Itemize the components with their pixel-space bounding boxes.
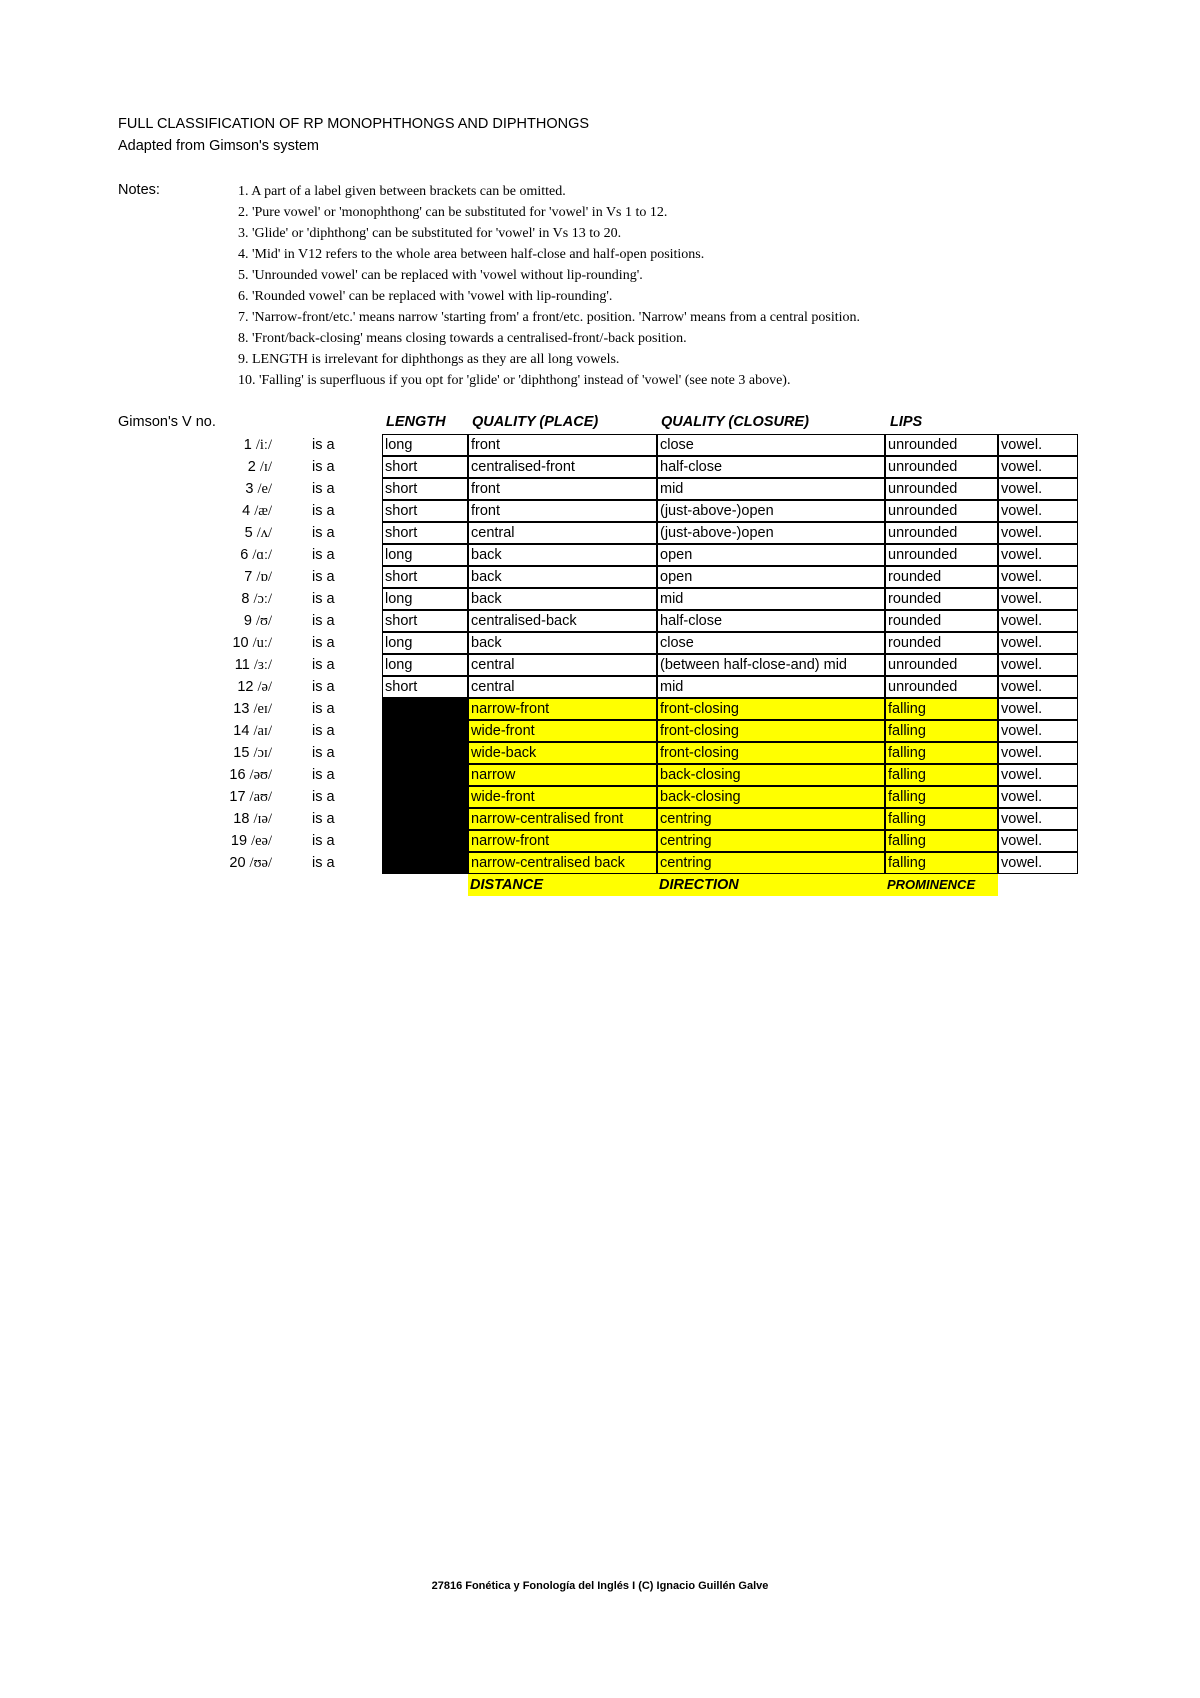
is-a-text: is a bbox=[312, 701, 335, 717]
table-row bbox=[118, 456, 1078, 478]
length-cell bbox=[382, 830, 468, 852]
notes-label: Notes: bbox=[118, 182, 160, 198]
length-cell: long bbox=[382, 654, 468, 676]
vowel-number bbox=[118, 522, 272, 544]
table-row bbox=[118, 478, 1078, 500]
table-row bbox=[118, 676, 1078, 698]
vowel-cell: vowel. bbox=[998, 852, 1078, 874]
length-cell bbox=[382, 764, 468, 786]
vowel-number bbox=[118, 610, 272, 632]
lips-cell: falling bbox=[885, 852, 998, 874]
quality-closure-cell: front-closing bbox=[657, 698, 885, 720]
is-a-text: is a bbox=[312, 569, 335, 585]
length-cell: long bbox=[382, 544, 468, 566]
length-cell: short bbox=[382, 566, 468, 588]
table-row bbox=[118, 566, 1078, 588]
note-item: 10. 'Falling' is superfluous if you opt for 'glide' or 'diphthong' instead of 'vowel' (see note 3 above). bbox=[238, 373, 791, 388]
footer-header-prominence: PROMINENCE bbox=[885, 874, 998, 896]
vowel-number bbox=[118, 654, 272, 676]
lips-cell: falling bbox=[885, 808, 998, 830]
table-row bbox=[118, 720, 1078, 742]
notes-list bbox=[238, 181, 860, 391]
table-row bbox=[118, 434, 1078, 456]
table-row bbox=[118, 588, 1078, 610]
is-a-text: is a bbox=[312, 789, 335, 805]
lips-cell: falling bbox=[885, 830, 998, 852]
quality-place-cell: narrow bbox=[468, 764, 657, 786]
document-title: FULL CLASSIFICATION OF RP MONOPHTHONGS AND DIPHTHONGS bbox=[118, 116, 590, 132]
is-a-text: is a bbox=[312, 613, 335, 629]
vowel-number bbox=[118, 478, 272, 500]
quality-closure-cell: mid bbox=[657, 478, 885, 500]
quality-place-cell: central bbox=[468, 676, 657, 698]
vowel-index: 19 bbox=[230, 833, 248, 849]
lips-cell: rounded bbox=[885, 610, 998, 632]
vowel-symbol: /ɔː/ bbox=[253, 591, 272, 607]
note-item: 5. 'Unrounded vowel' can be replaced with 'vowel without lip-rounding'. bbox=[238, 268, 643, 283]
quality-place-cell: wide-front bbox=[468, 786, 657, 808]
note-item: 9. LENGTH is irrelevant for diphthongs as they are all long vowels. bbox=[238, 352, 620, 367]
vowel-index: 9 bbox=[243, 613, 252, 629]
is-a-text: is a bbox=[312, 459, 335, 475]
vowel-number bbox=[118, 500, 272, 522]
vowel-index: 14 bbox=[233, 723, 250, 739]
note-item: 3. 'Glide' or 'diphthong' can be substituted for 'vowel' in Vs 13 to 20. bbox=[238, 226, 622, 241]
header-lips: LIPS bbox=[890, 414, 923, 430]
quality-place-cell: back bbox=[468, 632, 657, 654]
is-a-text: is a bbox=[312, 547, 335, 563]
vowel-cell: vowel. bbox=[998, 808, 1078, 830]
vowel-index: 2 bbox=[247, 459, 256, 475]
lips-cell: rounded bbox=[885, 632, 998, 654]
vowel-index: 17 bbox=[229, 789, 246, 805]
note-item: 7. 'Narrow-front/etc.' means narrow 'starting from' a front/etc. position. 'Narrow' means from a central position. bbox=[238, 310, 861, 325]
vowel-cell: vowel. bbox=[998, 434, 1078, 456]
vowel-cell: vowel. bbox=[998, 456, 1078, 478]
vowel-symbol: /ɒ/ bbox=[256, 569, 272, 585]
is-a-text: is a bbox=[312, 481, 335, 497]
vowel-symbol: /uː/ bbox=[252, 635, 272, 651]
header-quality-closure: QUALITY (CLOSURE) bbox=[661, 414, 809, 430]
vowel-number bbox=[118, 632, 272, 654]
vowel-number bbox=[118, 764, 272, 786]
length-cell: short bbox=[382, 676, 468, 698]
length-cell: short bbox=[382, 478, 468, 500]
vowel-symbol: /iː/ bbox=[255, 437, 272, 453]
table-row bbox=[118, 632, 1078, 654]
vowel-number bbox=[118, 676, 272, 698]
quality-place-cell: centralised-back bbox=[468, 610, 657, 632]
vowel-index: 12 bbox=[237, 679, 254, 695]
table-row bbox=[118, 610, 1078, 632]
lips-cell: rounded bbox=[885, 588, 998, 610]
quality-place-cell: central bbox=[468, 522, 657, 544]
length-cell: short bbox=[382, 610, 468, 632]
vowel-symbol: /eɪ/ bbox=[253, 701, 272, 717]
length-cell: short bbox=[382, 522, 468, 544]
vowel-index: 6 bbox=[240, 547, 249, 563]
quality-place-cell: front bbox=[468, 434, 657, 456]
vowel-symbol: /aʊ/ bbox=[249, 789, 272, 805]
vowel-symbol: /eə/ bbox=[251, 833, 272, 849]
is-a-text: is a bbox=[312, 745, 335, 761]
vowel-number bbox=[118, 742, 272, 764]
quality-closure-cell: open bbox=[657, 544, 885, 566]
lips-cell: unrounded bbox=[885, 522, 998, 544]
quality-place-cell: narrow-front bbox=[468, 830, 657, 852]
footer-header-distance: DISTANCE bbox=[468, 874, 657, 896]
is-a-text: is a bbox=[312, 503, 335, 519]
quality-closure-cell: back-closing bbox=[657, 764, 885, 786]
quality-place-cell: narrow-centralised front bbox=[468, 808, 657, 830]
header-quality-place: QUALITY (PLACE) bbox=[472, 414, 599, 430]
vowel-number bbox=[118, 720, 272, 742]
document-subtitle: Adapted from Gimson's system bbox=[118, 138, 320, 154]
vowel-symbol: /ə/ bbox=[257, 679, 272, 695]
vowel-index: 3 bbox=[245, 481, 254, 497]
quality-place-cell: central bbox=[468, 654, 657, 676]
vowel-index: 10 bbox=[232, 635, 249, 651]
vowel-cell: vowel. bbox=[998, 500, 1078, 522]
note-item: 8. 'Front/back-closing' means closing towards a centralised-front/-back position. bbox=[238, 331, 687, 346]
table-row bbox=[118, 654, 1078, 676]
vowel-cell: vowel. bbox=[998, 544, 1078, 566]
vowel-index: 20 bbox=[229, 855, 246, 871]
is-a-text: is a bbox=[312, 811, 335, 827]
vowel-index: 15 bbox=[233, 745, 250, 761]
quality-place-cell: wide-back bbox=[468, 742, 657, 764]
header-length: LENGTH bbox=[386, 414, 446, 430]
table-row bbox=[118, 764, 1078, 786]
quality-closure-cell: mid bbox=[657, 676, 885, 698]
vowel-cell: vowel. bbox=[998, 720, 1078, 742]
vowel-cell: vowel. bbox=[998, 610, 1078, 632]
is-a-text: is a bbox=[312, 679, 335, 695]
length-cell: long bbox=[382, 434, 468, 456]
table-row bbox=[118, 786, 1078, 808]
vowel-symbol: /ʊ/ bbox=[255, 613, 272, 629]
lips-cell: unrounded bbox=[885, 456, 998, 478]
vowel-cell: vowel. bbox=[998, 522, 1078, 544]
vowel-cell: vowel. bbox=[998, 588, 1078, 610]
quality-closure-cell: (just-above-)open bbox=[657, 500, 885, 522]
vowel-number bbox=[118, 566, 272, 588]
is-a-text: is a bbox=[312, 525, 335, 541]
is-a-text: is a bbox=[312, 591, 335, 607]
is-a-text: is a bbox=[312, 833, 335, 849]
length-cell: long bbox=[382, 588, 468, 610]
vowel-index: 5 bbox=[244, 525, 253, 541]
quality-place-cell: wide-front bbox=[468, 720, 657, 742]
is-a-text: is a bbox=[312, 767, 335, 783]
is-a-text: is a bbox=[312, 657, 335, 673]
note-item: 1. A part of a label given between brackets can be omitted. bbox=[238, 184, 566, 199]
is-a-text: is a bbox=[312, 635, 335, 651]
quality-closure-cell: (between half-close-and) mid bbox=[657, 654, 885, 676]
length-cell bbox=[382, 742, 468, 764]
lips-cell: unrounded bbox=[885, 676, 998, 698]
note-item: 4. 'Mid' in V12 refers to the whole area between half-close and half-open positions. bbox=[238, 247, 705, 262]
is-a-text: is a bbox=[312, 437, 335, 453]
quality-place-cell: front bbox=[468, 478, 657, 500]
vowel-symbol: /æ/ bbox=[254, 503, 272, 519]
table-row bbox=[118, 808, 1078, 830]
quality-place-cell: front bbox=[468, 500, 657, 522]
vowel-number bbox=[118, 544, 272, 566]
table-row bbox=[118, 698, 1078, 720]
lips-cell: falling bbox=[885, 742, 998, 764]
quality-place-cell: back bbox=[468, 588, 657, 610]
vowel-index: 18 bbox=[233, 811, 250, 827]
length-cell bbox=[382, 720, 468, 742]
lips-cell: falling bbox=[885, 698, 998, 720]
quality-closure-cell: open bbox=[657, 566, 885, 588]
vowel-cell: vowel. bbox=[998, 632, 1078, 654]
quality-closure-cell: close bbox=[657, 632, 885, 654]
vowel-cell: vowel. bbox=[998, 764, 1078, 786]
note-item: 6. 'Rounded vowel' can be replaced with 'vowel with lip-rounding'. bbox=[238, 289, 613, 304]
quality-place-cell: centralised-front bbox=[468, 456, 657, 478]
length-cell bbox=[382, 786, 468, 808]
quality-closure-cell: half-close bbox=[657, 610, 885, 632]
table-row bbox=[118, 830, 1078, 852]
vowel-number bbox=[118, 588, 272, 610]
quality-closure-cell: front-closing bbox=[657, 742, 885, 764]
vowel-symbol: /e/ bbox=[257, 481, 272, 497]
quality-closure-cell: half-close bbox=[657, 456, 885, 478]
vowel-number bbox=[118, 434, 272, 456]
length-cell: long bbox=[382, 632, 468, 654]
vowel-index: 7 bbox=[244, 569, 253, 585]
quality-place-cell: narrow-centralised back bbox=[468, 852, 657, 874]
vowel-symbol: /ɪə/ bbox=[253, 811, 272, 827]
quality-closure-cell: centring bbox=[657, 830, 885, 852]
vowel-symbol: /ɪ/ bbox=[259, 459, 272, 475]
lips-cell: unrounded bbox=[885, 478, 998, 500]
table-row bbox=[118, 522, 1078, 544]
vowel-cell: vowel. bbox=[998, 830, 1078, 852]
lips-cell: falling bbox=[885, 764, 998, 786]
length-cell bbox=[382, 698, 468, 720]
vowel-cell: vowel. bbox=[998, 676, 1078, 698]
vowel-symbol: /ɜː/ bbox=[253, 657, 272, 673]
lips-cell: unrounded bbox=[885, 434, 998, 456]
length-cell: short bbox=[382, 500, 468, 522]
lips-cell: unrounded bbox=[885, 544, 998, 566]
vowel-index: 16 bbox=[229, 767, 246, 783]
is-a-text: is a bbox=[312, 723, 335, 739]
length-cell: short bbox=[382, 456, 468, 478]
quality-closure-cell: (just-above-)open bbox=[657, 522, 885, 544]
lips-cell: unrounded bbox=[885, 654, 998, 676]
vowel-number-label: Gimson's V no. bbox=[118, 414, 216, 430]
vowel-symbol: /aɪ/ bbox=[253, 723, 272, 739]
note-item: 2. 'Pure vowel' or 'monophthong' can be substituted for 'vowel' in Vs 1 to 12. bbox=[238, 205, 668, 220]
table-row bbox=[118, 500, 1078, 522]
vowel-index: 4 bbox=[242, 503, 251, 519]
vowel-number bbox=[118, 456, 272, 478]
vowel-index: 13 bbox=[233, 701, 250, 717]
vowel-cell: vowel. bbox=[998, 478, 1078, 500]
vowel-index: 8 bbox=[241, 591, 250, 607]
quality-closure-cell: mid bbox=[657, 588, 885, 610]
vowel-cell: vowel. bbox=[998, 786, 1078, 808]
vowel-symbol: /ʊə/ bbox=[249, 855, 272, 871]
vowel-cell: vowel. bbox=[998, 566, 1078, 588]
vowel-number bbox=[118, 698, 272, 720]
lips-cell: unrounded bbox=[885, 500, 998, 522]
vowel-symbol: /ʌ/ bbox=[256, 525, 272, 541]
quality-place-cell: back bbox=[468, 544, 657, 566]
quality-closure-cell: close bbox=[657, 434, 885, 456]
vowel-cell: vowel. bbox=[998, 654, 1078, 676]
quality-place-cell: narrow-front bbox=[468, 698, 657, 720]
vowel-number bbox=[118, 808, 272, 830]
vowel-symbol: /ɔɪ/ bbox=[253, 745, 272, 761]
vowel-number bbox=[118, 786, 272, 808]
quality-closure-cell: front-closing bbox=[657, 720, 885, 742]
vowel-symbol: /ɑː/ bbox=[252, 547, 272, 563]
quality-closure-cell: centring bbox=[657, 808, 885, 830]
is-a-text: is a bbox=[312, 855, 335, 871]
quality-closure-cell: back-closing bbox=[657, 786, 885, 808]
vowel-cell: vowel. bbox=[998, 742, 1078, 764]
lips-cell: falling bbox=[885, 786, 998, 808]
vowel-index: 11 bbox=[234, 657, 250, 673]
vowel-number bbox=[118, 830, 272, 852]
table-row bbox=[118, 742, 1078, 764]
lips-cell: rounded bbox=[885, 566, 998, 588]
page-footer: 27816 Fonética y Fonología del Inglés I (C) Ignacio Guillén Galve bbox=[431, 1580, 769, 1592]
vowel-number bbox=[118, 852, 272, 874]
vowel-symbol: /əʊ/ bbox=[249, 767, 272, 783]
lips-cell: falling bbox=[885, 720, 998, 742]
vowel-index: 1 bbox=[243, 437, 252, 453]
quality-closure-cell: centring bbox=[657, 852, 885, 874]
length-cell bbox=[382, 852, 468, 874]
length-cell bbox=[382, 808, 468, 830]
footer-header-direction: DIRECTION bbox=[657, 874, 885, 896]
table-row bbox=[118, 852, 1078, 874]
table-row bbox=[118, 544, 1078, 566]
quality-place-cell: back bbox=[468, 566, 657, 588]
vowel-cell: vowel. bbox=[998, 698, 1078, 720]
